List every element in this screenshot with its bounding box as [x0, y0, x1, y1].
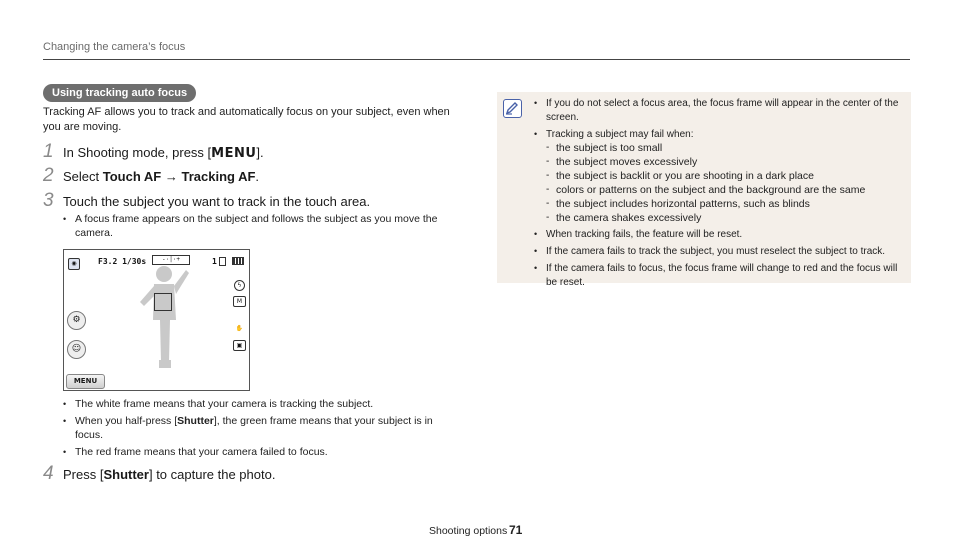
shutter-key-label: Shutter	[103, 467, 149, 482]
page-header-title: Changing the camera’s focus	[43, 41, 186, 53]
bullet-text-post: ], the green frame means that your subject is in focus.	[75, 415, 433, 441]
bullet-text-pre: When you half-press [	[75, 415, 178, 427]
step-text	[63, 169, 259, 184]
bullet-item	[63, 414, 458, 442]
face-detection-icon: ☺	[67, 340, 86, 359]
step-text: Touch the subject you want to track in the touch area.	[63, 194, 371, 209]
step-number: 1	[43, 141, 54, 162]
step-text-pre: In Shooting mode, press [	[63, 145, 212, 160]
tracking-focus-frame[interactable]	[154, 293, 172, 311]
shooting-mode-icon: ⚙	[67, 311, 86, 330]
intro-paragraph: Tracking AF allows you to track and automatically focus on your subject, even when you are moving.	[43, 106, 450, 133]
camera-screen-illustration	[63, 249, 250, 391]
note-bullet: • When tracking fails, the feature will be reset.	[534, 228, 904, 242]
fail-reason: - the subject includes horizontal patterns, such as blinds	[546, 197, 904, 211]
note-bullet: • If the camera fails to focus, the focus frame will change to red and the focus will be reset.	[534, 262, 904, 290]
option-tracking-af: Tracking AF	[181, 169, 256, 184]
exposure-readout: F3.2 1/30s	[98, 257, 147, 266]
note-pencil-icon	[503, 99, 522, 118]
shutter-key-label: Shutter	[177, 415, 214, 427]
page-number: 71	[509, 523, 523, 537]
step-text-post: .	[255, 169, 260, 184]
step-text	[63, 467, 275, 482]
bullet-item: • A focus frame appears on the subject and follows the subject as you move the camera.	[63, 212, 453, 240]
menu-key-label: MENU	[211, 146, 257, 161]
step-text	[63, 145, 264, 161]
fail-reason: - the subject is too small	[546, 141, 904, 155]
fail-reason: - the subject is backlit or you are shooting in a dark place	[546, 169, 904, 183]
step-3-bullets	[63, 212, 453, 243]
memory-card-icon	[219, 257, 226, 266]
fail-reasons-list	[546, 141, 904, 225]
arrow: →	[161, 169, 182, 184]
header-rule	[43, 59, 910, 60]
shots-remaining: 1	[212, 257, 217, 266]
note-bullets	[534, 97, 904, 293]
footer-section-label: Shooting options	[429, 525, 508, 537]
step-text-post: ].	[256, 145, 264, 160]
step-number: 2	[43, 165, 54, 186]
smart-auto-mode-icon: ◉	[68, 258, 80, 270]
step-number: 4	[43, 463, 54, 484]
step-text-pre: Press [	[63, 467, 104, 482]
note-box	[497, 92, 911, 288]
step-text-post: ] to capture the photo.	[148, 467, 276, 482]
bullet-item: • The red frame means that your camera failed to focus.	[63, 445, 458, 459]
bullet-item: • The white frame means that your camera is tracking the subject.	[63, 397, 458, 411]
exposure-scale-icon: -·|·+	[152, 255, 190, 265]
fail-reason: - colors or patterns on the subject and the background are the same	[546, 183, 904, 197]
stabilization-icon: ✋	[235, 325, 244, 332]
fail-reason: - the camera shakes excessively	[546, 211, 904, 225]
step-text-pre: Select	[63, 169, 103, 184]
option-touch-af: Touch AF	[102, 169, 162, 184]
image-size-icon: M	[233, 296, 246, 307]
note-bullet: • If you do not select a focus area, the focus frame will appear in the center of the screen.	[534, 97, 904, 125]
person-silhouette	[134, 262, 194, 372]
frame-color-bullets	[63, 397, 458, 462]
note-bullet-text: Tracking a subject may fail when:	[546, 128, 694, 140]
section-pill: Using tracking auto focus	[43, 84, 196, 102]
step-number: 3	[43, 190, 54, 211]
metering-icon: ▣	[233, 340, 246, 351]
battery-icon	[232, 257, 244, 265]
flash-off-icon: ϟ	[234, 280, 245, 291]
note-bullet	[534, 128, 904, 226]
note-bullet: • If the camera fails to track the subject, you must reselect the subject to track.	[534, 245, 904, 259]
menu-button: MENU	[66, 374, 105, 389]
fail-reason: - the subject moves excessively	[546, 155, 904, 169]
